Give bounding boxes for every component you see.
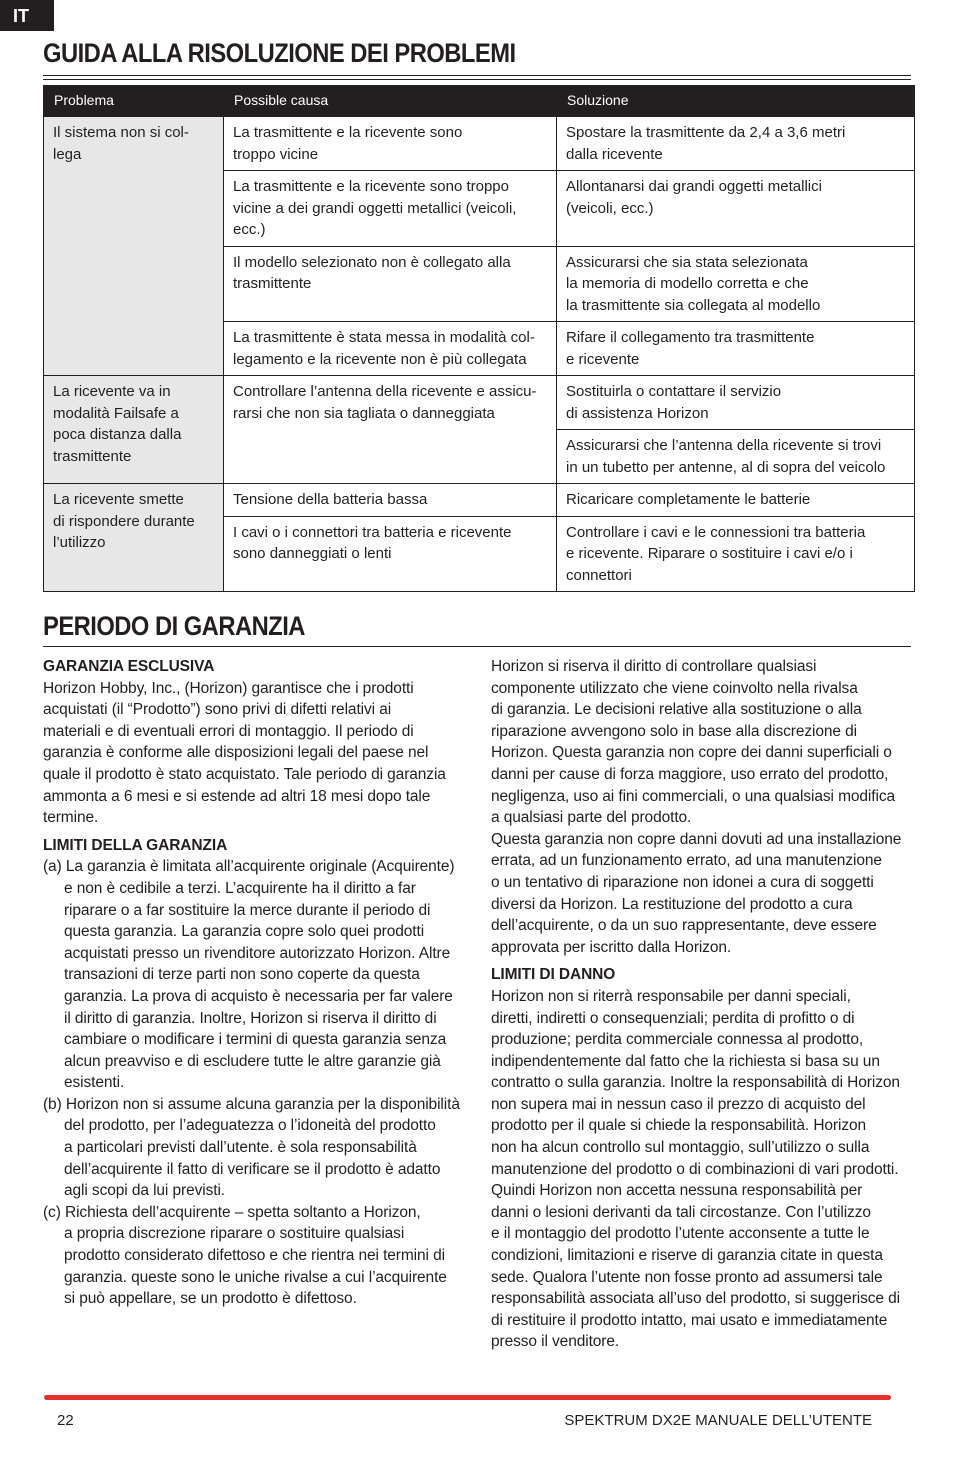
- text-line: Ricaricare completamente le batterie: [566, 491, 811, 508]
- text-line: l’utilizzo: [53, 534, 106, 551]
- text-line: dell’acquirente, o da un suo rappresentante, deve essere: [491, 917, 877, 935]
- troubleshooting-title: GUIDA ALLA RISOLUZIONE DEI PROBLEMI: [43, 38, 516, 68]
- text-line: sede. Qualora l’utente non fosse pronto ad assumersi tale: [491, 1268, 883, 1286]
- text-line: Il modello selezionato non è collegato alla: [233, 253, 511, 271]
- text-line: alcun preavviso e di escludere tutte le altre garanzie già: [64, 1052, 441, 1070]
- cause-cell: [224, 322, 557, 376]
- page-number: 22: [57, 1412, 74, 1429]
- table-row: [44, 484, 915, 517]
- text-line: la memoria di modello corretta e che: [566, 275, 809, 292]
- header-cause: Possible causa: [224, 85, 557, 117]
- warranty-right-column: [491, 656, 913, 1353]
- text-line: riparazione avvengono solo in base alla discrezione di: [491, 722, 857, 740]
- warranty-left-column: [43, 656, 473, 1310]
- text-line: o un tentativo di riparazione non idonei a cura di soggetti: [491, 873, 874, 891]
- text-line: trasmittente: [233, 275, 312, 292]
- text-line: indipendentemente dal fatto che la richiesta si basa su un: [491, 1052, 880, 1070]
- text-line: del prodotto, per l’adeguatezza o l’idoneità del prodotto: [64, 1117, 436, 1135]
- text-line: Controllare i cavi e le connessioni tra batteria: [566, 523, 866, 541]
- text-line: quale il prodotto è stato acquistato. Tale periodo di garanzia: [43, 765, 446, 783]
- text-line: sono danneggiati o lenti: [233, 545, 392, 562]
- text-line: di restituire il prodotto intatto, mai usato e immediatamente: [491, 1311, 888, 1329]
- footer-red-bar: [44, 1395, 891, 1400]
- text-line: lega: [53, 145, 82, 163]
- text-line: La ricevente va in: [53, 383, 171, 400]
- text-line: termine.: [43, 809, 99, 827]
- text-line: Spostare la trasmittente da 2,4 a 3,6 metri: [566, 124, 846, 141]
- text-line: garanzia. La prova di acquisto è necessaria per far valere: [64, 987, 453, 1005]
- text-line: di garanzia. Le decisioni relative alla sostituzione o alla: [491, 701, 862, 719]
- text-line: (veicoli, ecc.): [566, 199, 654, 217]
- text-line: riparare o a far sostituire la merce durante il periodo di: [64, 901, 431, 919]
- text-line: danni per cause di forza maggiore, uso errato del prodotto,: [491, 765, 889, 783]
- text-line: e ricevente: [566, 350, 640, 368]
- title-rule: [43, 75, 911, 80]
- solution-cell: [557, 171, 915, 247]
- text-line: I cavi o i connettori tra batteria e ricevente: [233, 523, 512, 541]
- text-line: Allontanarsi dai grandi oggetti metallici: [566, 178, 822, 195]
- text-line: Horizon. Questa garanzia non copre dei danni superficiali o: [491, 744, 892, 762]
- text-line: Horizon non si riterrà responsabile per danni speciali,: [491, 987, 851, 1005]
- text-line: di assistenza Horizon: [566, 404, 709, 422]
- warranty-rule: [43, 646, 911, 647]
- text-line: componente utilizzato che viene coinvolto nella rivalsa: [491, 679, 858, 697]
- text-line: negligenza, uso ai fini commerciali, o una qualsiasi modifica: [491, 787, 895, 805]
- exclusions-paragraph: [491, 829, 913, 959]
- text-line: e non è cedibile a terzi. L’acquirente ha il diritto a far: [64, 879, 416, 897]
- exclusive-warranty-heading: GARANZIA ESCLUSIVA: [43, 658, 215, 675]
- text-line: prodotto considerato difettoso e che rientra nei termini di: [64, 1247, 445, 1265]
- troubleshooting-table: [43, 85, 915, 592]
- text-line: Controllare l’antenna della ricevente e assicu-: [233, 383, 537, 400]
- warranty-limits-heading: LIMITI DELLA GARANZIA: [43, 836, 228, 854]
- text-line: Rifare il collegamento tra trasmittente: [566, 329, 815, 346]
- text-line: esistenti.: [64, 1074, 125, 1092]
- text-line: La trasmittente e la ricevente sono: [233, 124, 463, 141]
- solution-cell: [557, 376, 915, 430]
- text-line: si può appellare, se un prodotto è difettoso.: [64, 1290, 357, 1308]
- text-line: responsabilità associata all’uso del prodotto, si suggerisce di: [491, 1290, 900, 1308]
- text-line: danni o lesioni derivanti da tali circostanze. Con l’utilizzo: [491, 1203, 871, 1221]
- text-line: a qualsiasi parte del prodotto.: [491, 809, 692, 827]
- table-header-row: [44, 85, 915, 117]
- text-line: legamento e la ricevente non è più collegata: [233, 350, 527, 368]
- header-solution: Soluzione: [557, 85, 915, 117]
- text-line: e ricevente. Riparare o sostituire i cavi e/o i: [566, 545, 853, 562]
- text-line: Horizon Hobby, Inc., (Horizon) garantisce che i prodotti: [43, 679, 414, 697]
- text-line: dell’acquirente il fatto di verificare se il prodotto è adatto: [64, 1160, 441, 1178]
- problem-cell: [44, 484, 224, 592]
- cause-cell: [224, 246, 557, 322]
- problem-cell: [44, 117, 224, 376]
- text-line: (c) Richiesta dell’acquirente – spetta soltanto a Horizon,: [43, 1203, 421, 1221]
- warranty-limit-item: [43, 856, 473, 1094]
- text-line: produzione; perdita commerciale connessa al prodotto,: [491, 1031, 864, 1049]
- text-line: connettori: [566, 566, 632, 584]
- text-line: acquistati presso un rivenditore autorizzato Horizon. Altre: [64, 944, 451, 962]
- text-line: non supera mai in nessun caso il prezzo di acquisto del: [491, 1095, 866, 1113]
- solution-cell: [557, 484, 915, 517]
- text-line: errata, ad un funzionamento errato, ad una manutenzione: [491, 852, 882, 870]
- solution-cell: [557, 430, 915, 484]
- text-line: il diritto di garanzia. Inoltre, Horizon si riserva il diritto di: [64, 1009, 437, 1027]
- text-line: vicine a dei grandi oggetti metallici (veicoli,: [233, 199, 517, 217]
- cause-cell: [224, 484, 557, 517]
- text-line: troppo vicine: [233, 145, 319, 163]
- cause-cell: [224, 117, 557, 171]
- text-line: Assicurarsi che l’antenna della ricevente si trovi: [566, 437, 882, 454]
- text-line: approvata per iscritto dalla Horizon.: [491, 938, 732, 956]
- text-line: La trasmittente e la ricevente sono troppo: [233, 178, 509, 195]
- text-line: e il montaggio del prodotto l’utente acconsente a tutte le: [491, 1225, 870, 1243]
- header-problem: Problema: [44, 85, 224, 117]
- text-line: a particolari previsti dall’utente. è sola responsabilità: [64, 1139, 417, 1157]
- problem-cell: [44, 376, 224, 484]
- table-body: [44, 117, 915, 592]
- text-line: rarsi che non sia tagliata o danneggiata: [233, 404, 495, 422]
- warranty-limit-item: [43, 1094, 473, 1202]
- text-line: non ha alcun controllo sul montaggio, sull’utilizzo o sulla: [491, 1139, 870, 1157]
- text-line: modalità Failsafe a: [53, 404, 179, 422]
- text-line: Horizon si riserva il diritto di controllare qualsiasi: [491, 658, 817, 675]
- text-line: manutenzione del prodotto o di combinazioni di vari prodotti.: [491, 1160, 899, 1178]
- table-row: [44, 117, 915, 171]
- text-line: transazioni di terze parti non sono coperte da questa: [64, 966, 420, 984]
- text-line: la trasmittente sia collegata al modello: [566, 296, 821, 314]
- text-line: Questa garanzia non copre danni dovuti ad una installazione: [491, 830, 902, 848]
- inspection-paragraph: [491, 656, 913, 829]
- text-line: questa garanzia. La garanzia copre solo quei prodotti: [64, 923, 425, 941]
- text-line: prodotto per il quale si chiede la responsabilità. Horizon: [491, 1117, 867, 1135]
- warranty-title: PERIODO DI GARANZIA: [43, 611, 305, 641]
- text-line: (b) Horizon non si assume alcuna garanzia per la disponibilità: [43, 1095, 460, 1113]
- table-row: [44, 376, 915, 430]
- text-line: trasmittente: [53, 447, 132, 465]
- language-tab: IT: [0, 0, 54, 31]
- text-line: garanzia è conforme alle disposizioni legali del paese nel: [43, 744, 429, 762]
- text-line: presso il venditore.: [491, 1333, 620, 1351]
- text-line: garanzia. queste sono le uniche rivalse a cui l’acquirente: [64, 1268, 447, 1286]
- text-line: ecc.): [233, 221, 266, 238]
- text-line: diversi da Horizon. La restituzione del prodotto a cura: [491, 895, 853, 913]
- text-line: Sostituirla o contattare il servizio: [566, 383, 782, 400]
- text-line: (a) La garanzia è limitata all’acquirente originale (Acquirente): [43, 858, 455, 876]
- text-line: Tensione della batteria bassa: [233, 491, 428, 508]
- solution-cell: [557, 117, 915, 171]
- manual-title: SPEKTRUM DX2E MANUALE DELL’UTENTE: [564, 1412, 872, 1429]
- cause-cell: [224, 376, 557, 484]
- text-line: cambiare o modificare i termini di questa garanzia senza: [64, 1031, 447, 1049]
- solution-cell: [557, 322, 915, 376]
- text-line: Il sistema non si col-: [53, 124, 189, 141]
- text-line: acquistati (il “Prodotto”) sono privi di difetti relativi ai: [43, 701, 392, 719]
- text-line: Quindi Horizon non accetta nessuna responsabilità per: [491, 1182, 863, 1200]
- exclusive-warranty-text: [43, 678, 473, 829]
- warranty-limits-list: [43, 856, 473, 1309]
- text-line: ammonta a 6 mesi e si estende ad altri 18 mesi dopo tale: [43, 787, 431, 805]
- text-line: diretti, indiretti o consequenziali; perdita di profitto o di: [491, 1009, 855, 1027]
- cause-cell: [224, 171, 557, 247]
- text-line: in un tubetto per antenne, al di sopra del veicolo: [566, 458, 886, 476]
- text-line: di rispondere durante: [53, 512, 195, 530]
- cause-cell: [224, 516, 557, 592]
- text-line: La trasmittente è stata messa in modalità col-: [233, 329, 535, 346]
- text-line: condizioni, limitazioni e riserve di garanzia citate in questa: [491, 1247, 883, 1265]
- damage-limits-paragraph: [491, 986, 913, 1353]
- text-line: dalla ricevente: [566, 145, 663, 163]
- text-line: a propria discrezione riparare o sostituire qualsiasi: [64, 1225, 405, 1243]
- text-line: poca distanza dalla: [53, 426, 182, 443]
- solution-cell: [557, 516, 915, 592]
- text-line: agli scopi da lui previsti.: [64, 1182, 225, 1200]
- damage-limits-heading: LIMITI DI DANNO: [491, 966, 616, 984]
- text-line: Assicurarsi che sia stata selezionata: [566, 253, 808, 271]
- text-line: materiali e di eventuali errori di montaggio. Il periodo di: [43, 722, 414, 740]
- warranty-limit-item: [43, 1202, 473, 1310]
- solution-cell: [557, 246, 915, 322]
- text-line: contratto o sulla garanzia. Inoltre la responsabilità di Horizon: [491, 1074, 900, 1092]
- text-line: La ricevente smette: [53, 491, 184, 508]
